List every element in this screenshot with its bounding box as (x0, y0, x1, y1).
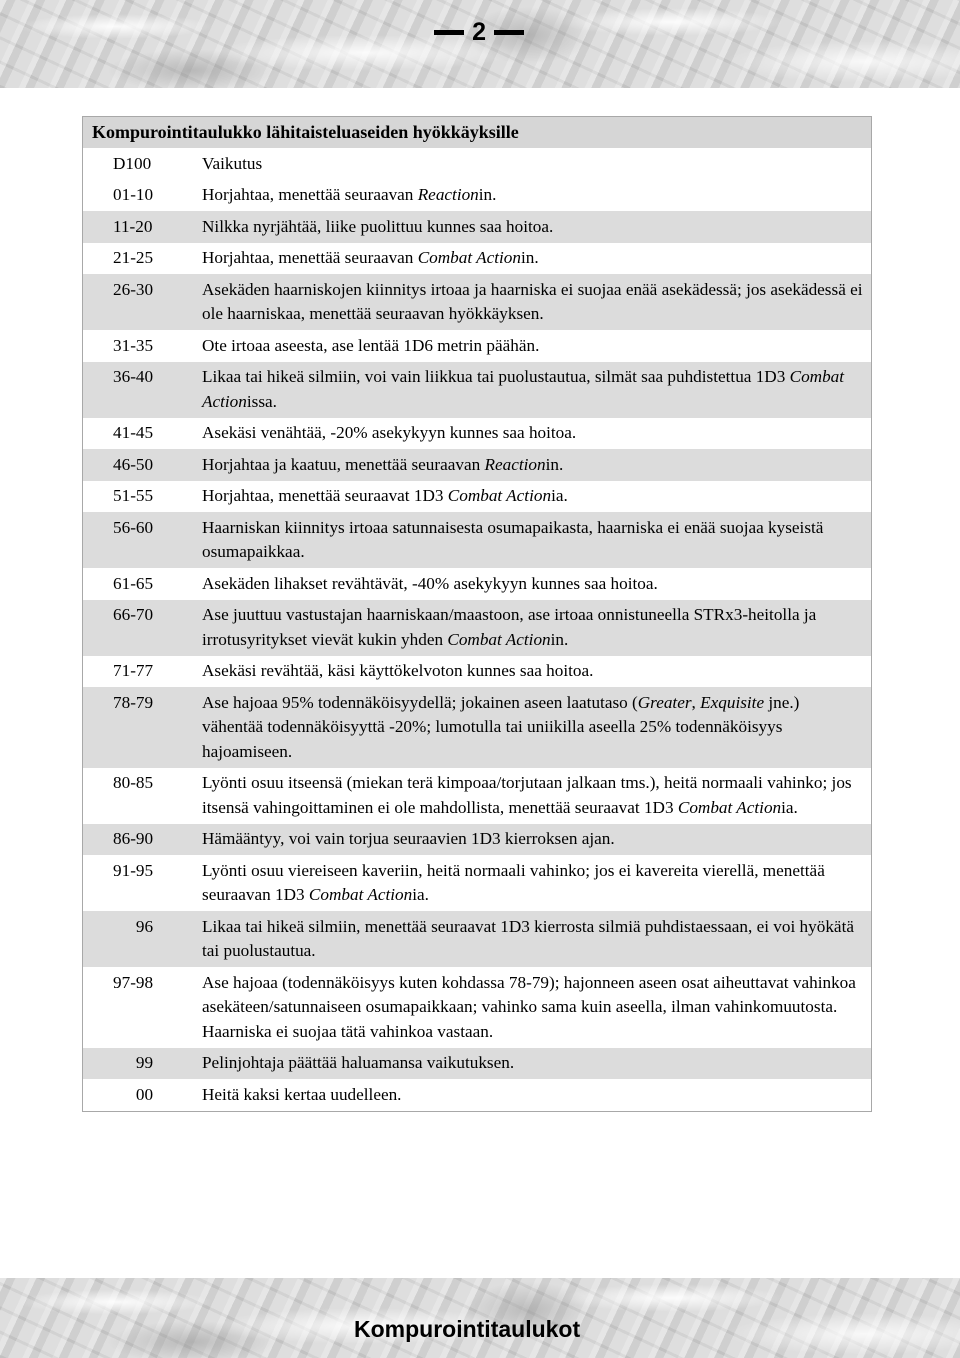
row-effect (202, 278, 871, 327)
row-effect (202, 659, 871, 684)
table-row (83, 911, 871, 967)
effect-text: Horjahtaa ja kaatuu, menettää seuraavan (202, 454, 485, 474)
table-row (83, 687, 871, 768)
row-effect (202, 246, 871, 271)
row-roll: 41-45 (113, 423, 154, 442)
effect-text: Nilkka nyrjähtää, liike puolittuu kunnes saa hoitoa. (202, 216, 554, 236)
row-effect (202, 453, 871, 478)
table-row (83, 1079, 871, 1111)
row-effect (202, 572, 871, 597)
effect-text: in. (520, 248, 539, 267)
row-roll: 78-79 (113, 692, 154, 712)
effect-italic-term: Reaction (484, 454, 546, 474)
effect-italic-term: Combat Action (677, 797, 782, 817)
row-roll: 01-10 (113, 185, 154, 204)
row-effect (202, 827, 871, 852)
row-effect (202, 915, 871, 964)
effect-text: in. (478, 185, 497, 204)
effect-text: Ase hajoaa 95% todennäköisyydellä; jokainen aseen laatutaso ( (202, 692, 638, 712)
effect-italic-term: Combat Action (202, 367, 845, 411)
table-row (83, 568, 871, 600)
table-row (83, 967, 871, 1048)
effect-text: issa. (246, 391, 277, 411)
row-roll: 51-55 (113, 486, 154, 505)
effect-italic-term: Combat Action (308, 885, 413, 904)
table-row (83, 481, 871, 513)
row-roll: 26-30 (113, 279, 154, 299)
effect-text: , (691, 692, 701, 712)
column-header-effect: Vaikutus (202, 153, 263, 173)
effect-italic-term: Exquisite (700, 692, 765, 712)
effect-text: ia. (412, 885, 429, 904)
row-effect (202, 421, 871, 446)
effect-italic-term: Combat Action (417, 248, 521, 267)
effect-text: Asekäsi venähtää, -20% asekykyyn kunnes saa hoitoa. (202, 423, 577, 442)
row-effect (202, 215, 871, 240)
table-row (83, 656, 871, 688)
effect-italic-term: Combat Action (447, 486, 552, 505)
row-effect (202, 365, 871, 414)
page-number-dash-left (434, 30, 464, 35)
table-row (83, 418, 871, 450)
row-roll: 46-50 (113, 454, 154, 474)
row-effect (202, 334, 871, 359)
row-effect (202, 691, 871, 765)
table-row (83, 362, 871, 418)
page-number-dash-right (494, 30, 524, 35)
effect-text: ia. (551, 486, 568, 505)
effect-text: ia. (781, 797, 798, 817)
effect-text: Hämääntyy, voi vain torjua seuraavien 1D3 kierroksen ajan. (202, 829, 615, 848)
table-row (83, 243, 871, 275)
row-roll: 66-70 (113, 605, 154, 624)
row-roll: 97-98 (113, 972, 154, 992)
row-effect (202, 771, 871, 820)
effect-text: Likaa tai hikeä silmiin, menettää seuraavat 1D3 kierrosta silmiä puhdistaessaan, ei voi hyökätä tai puolustautua. (202, 916, 854, 960)
row-roll: 96 (135, 916, 154, 936)
effect-text: Ase hajoaa (todennäköisyys kuten kohdassa 78-79); hajonneen aseen osat aiheuttavat vahinkoa asekäteen/satunnaiseen osumapaikkaan; vahinko sama kuin aseella, ilman vahinkomuutosta. Haarniska ei suojaa tätä vahinkoa vastaan. (202, 972, 856, 1041)
effect-text: Likaa tai hikeä silmiin, voi vain liikkua tai puolustautua, silmät saa puhdistettua 1D3 (202, 367, 790, 386)
effect-text: Haarniskan kiinnitys irtoaa satunnaisesta osumapaikasta, haarniska ei enää suojaa kyseistä osumapaikkaa. (202, 517, 824, 561)
row-roll: 31-35 (113, 335, 154, 355)
fumble-table (82, 116, 872, 1112)
effect-text: Ote irtoaa aseesta, ase lentää 1D6 metrin päähän. (202, 335, 540, 355)
page-number (434, 18, 524, 47)
row-effect (202, 484, 871, 509)
row-effect (202, 1083, 871, 1108)
effect-text: Horjahtaa, menettää seuraavan (202, 248, 418, 267)
row-effect (202, 859, 871, 908)
row-roll: 71-77 (113, 661, 154, 680)
effect-text: Asekäden lihakset revähtävät, -40% asekykyyn kunnes saa hoitoa. (202, 573, 658, 593)
row-roll: 80-85 (113, 773, 154, 792)
table-row (83, 600, 871, 656)
effect-text: Ase juuttuu vastustajan haarniskaan/maastoon, ase irtoaa onnistuneella STRx3-heitolla ja irrotusyritykset vievät kukin yhden (202, 605, 817, 649)
row-effect (202, 603, 871, 652)
table-row (83, 180, 871, 212)
table-row (83, 274, 871, 330)
effect-italic-term: Greater (637, 692, 692, 712)
row-effect (202, 971, 871, 1045)
table-body (83, 180, 871, 1111)
effect-text: in. (545, 454, 564, 474)
effect-text: Lyönti osuu viereiseen kaveriin, heitä normaali vahinko; jos ei kavereita vierellä, menettää seuraavan 1D3 (202, 860, 825, 904)
effect-text: Horjahtaa, menettää seuraavat 1D3 (202, 486, 448, 505)
row-roll: 61-65 (113, 573, 154, 593)
effect-text: Pelinjohtaja päättää haluamansa vaikutuksen. (202, 1053, 515, 1072)
table-row (83, 768, 871, 824)
table-row (83, 824, 871, 856)
table-row (83, 211, 871, 243)
row-roll: 86-90 (113, 829, 154, 848)
column-header-roll: D100 (113, 153, 152, 173)
row-roll: 56-60 (113, 517, 154, 537)
effect-text: Lyönti osuu itseensä (miekan terä kimpoaa/torjutaan jalkaan tms.), heitä normaali vahinko; jos itsensä vahingoittaminen ei ole mahdollista, menettää seuraavat 1D3 (202, 773, 852, 817)
row-effect (202, 1051, 871, 1076)
effect-text: jne.) vähentää todennäköisyyttä -20%; lumotulla tai uniikilla aseella 25% todennäköisyys hajoamiseen. (202, 692, 800, 761)
row-roll: 21-25 (113, 248, 154, 267)
row-effect (202, 516, 871, 565)
row-roll: 91-95 (113, 860, 154, 880)
effect-text: Asekäden haarniskojen kiinnitys irtoaa ja haarniska ei suojaa enää asekädessä; jos asekädessä ei ole haarniskaa, menettää seuraavan hyökkäyksen. (202, 279, 863, 323)
effect-text: Asekäsi revähtää, käsi käyttökelvoton kunnes saa hoitoa. (202, 661, 594, 680)
table-header-row (83, 148, 871, 180)
effect-italic-term: Combat Action (447, 629, 551, 649)
row-roll: 00 (135, 1084, 154, 1104)
effect-text: Horjahtaa, menettää seuraavan (202, 185, 418, 204)
row-roll: 11-20 (113, 216, 153, 236)
footer-title: Kompurointitaulukot (354, 1316, 581, 1342)
row-roll: 36-40 (113, 367, 154, 386)
table-row (83, 1048, 871, 1080)
table-row (83, 330, 871, 362)
effect-italic-term: Reaction (417, 185, 479, 204)
table-row (83, 512, 871, 568)
table-row (83, 449, 871, 481)
table-row (83, 855, 871, 911)
effect-text: Heitä kaksi kertaa uudelleen. (202, 1084, 402, 1104)
page-number-text: 2 (472, 18, 486, 46)
row-roll: 99 (135, 1053, 154, 1072)
table-title: Kompurointitaulukko lähitaisteluaseiden hyökkäyksille (83, 117, 871, 148)
effect-text: in. (550, 629, 569, 649)
row-effect (202, 183, 871, 208)
